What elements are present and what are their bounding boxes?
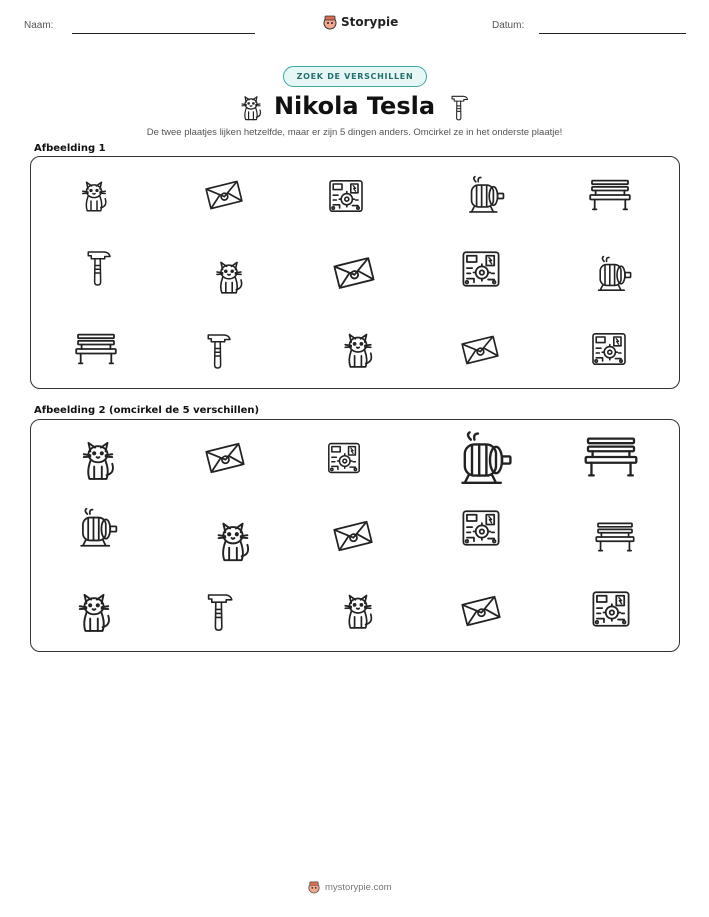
image2-label: Afbeelding 2 (omcirkel de 5 verschillen) — [34, 405, 260, 416]
bench-icon — [73, 331, 119, 367]
circuit-board-icon — [459, 247, 503, 291]
hammer-icon — [83, 241, 113, 293]
image1-panel — [30, 156, 680, 389]
title-hammer-icon — [446, 92, 472, 122]
bench-icon[interactable] — [593, 520, 637, 554]
envelope-icon — [459, 331, 501, 369]
circuit-board-icon[interactable] — [325, 435, 363, 481]
page-title: Nikola Tesla — [273, 92, 436, 120]
hammer-icon — [203, 325, 233, 375]
envelope-icon[interactable] — [203, 440, 247, 476]
hammer-icon[interactable] — [203, 586, 235, 636]
instructions: De twee plaatjes lijken hetzelfde, maar er zijn 5 dingen anders. Omcirkel ze in het onderste plaatje! — [146, 127, 563, 138]
envelope-icon[interactable] — [459, 590, 503, 632]
circuit-board-icon — [326, 175, 366, 217]
brand-name: Storypie — [341, 15, 399, 29]
cat-icon[interactable] — [341, 586, 375, 634]
electric-motor-icon[interactable] — [75, 506, 119, 552]
bench-icon — [587, 177, 633, 213]
envelope-icon[interactable] — [331, 516, 375, 556]
envelope-icon — [331, 253, 377, 293]
image2-panel[interactable] — [30, 419, 680, 652]
electric-motor-icon — [463, 175, 507, 217]
cat-icon[interactable] — [75, 586, 113, 636]
name-field[interactable] — [72, 33, 255, 34]
storypie-mascot-icon — [323, 14, 337, 30]
cat-icon[interactable] — [79, 435, 117, 483]
circuit-board-icon — [589, 327, 629, 371]
circuit-board-icon[interactable] — [589, 586, 633, 632]
cat-icon[interactable] — [213, 516, 253, 564]
cat-icon — [79, 173, 109, 217]
brand-logo — [323, 14, 398, 30]
footer — [308, 880, 392, 894]
envelope-icon — [203, 177, 245, 213]
bench-icon[interactable] — [577, 434, 645, 480]
name-label: Naam: — [24, 20, 54, 31]
date-label: Datum: — [492, 20, 525, 31]
cat-icon — [341, 325, 375, 373]
storypie-mascot-icon — [308, 880, 320, 894]
circuit-board-icon[interactable] — [459, 506, 503, 550]
cat-icon — [213, 253, 245, 299]
image1-label: Afbeelding 1 — [34, 143, 106, 154]
electric-motor-icon[interactable] — [451, 430, 517, 490]
footer-url: mystorypie.com — [325, 881, 392, 893]
electric-motor-icon — [593, 255, 633, 295]
date-field[interactable] — [539, 33, 686, 34]
activity-badge: ZOEK DE VERSCHILLEN — [283, 66, 427, 87]
